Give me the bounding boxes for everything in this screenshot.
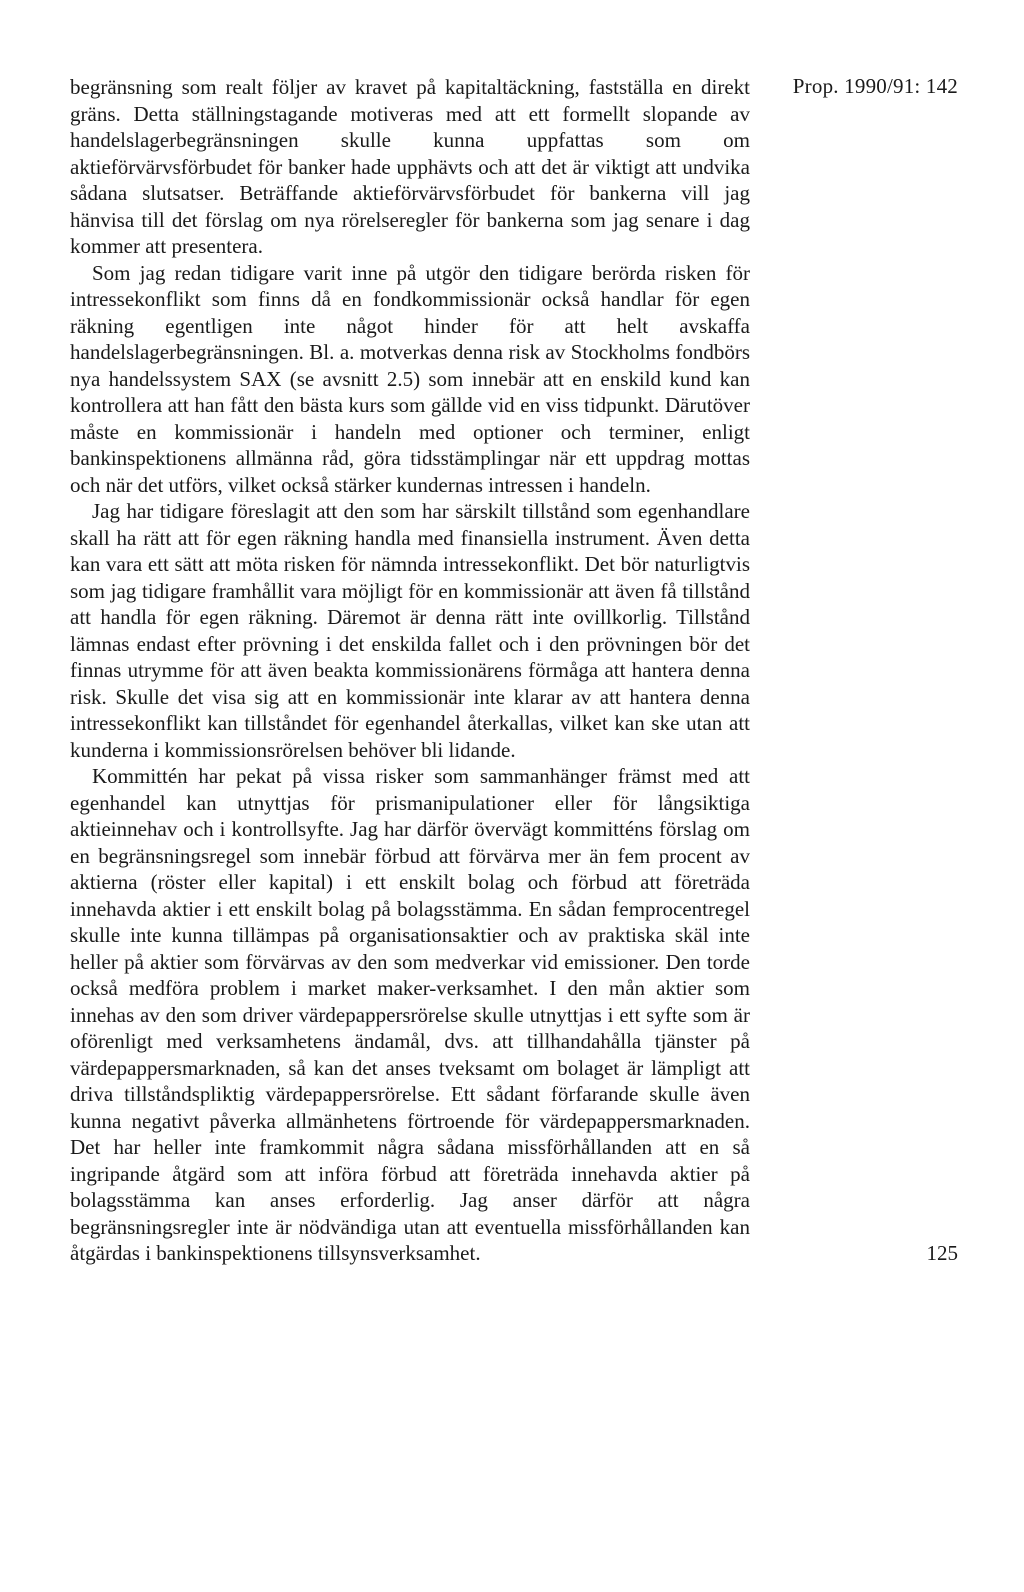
document-reference: Prop. 1990/91: 142	[792, 74, 958, 98]
body-text	[70, 74, 750, 1267]
paragraph-4: Kommittén har pekat på vissa risker som sammanhänger främst med att egenhandel kan utnyttjas för prismanipulationer eller för långsiktiga aktieinnehav och i kontrollsyfte. Jag har därför övervägt kommitténs förslag om en begränsningsregel som innebär förbud att förvärva mer än fem procent av aktierna (röster eller kapital) i ett enskilt bolag och förbud att företräda innehavda aktier i ett enskilt bolag på bolagsstämma. En sådan femprocentregel skulle inte kunna tillämpas på organisationsaktier och av praktiska skäl inte heller på aktier som förvärvas av den som medverkar vid emissioner. Den torde också medföra problem i market maker-verksamhet. I den mån aktier som innehas av den som driver värdepappersrörelse skulle utnyttjas i ett syfte som är oförenligt med verksamhetens ändamål, dvs. att tillhandahålla tjänster på värdepappersmarknaden, så kan det anses tveksamt om bolaget är lämpligt att driva tillståndspliktig värdepappersrörelse. Ett sådant förfarande skulle även kunna negativt påverka allmänhetens förtroende för värdepappersmarknaden. Det har heller inte framkommit några sådana missförhållanden att en så ingripande åtgärd som att införa förbud att företräda innehavda aktier på bolagsstämma kan anses erforderlig. Jag anser därför att några begränsningsregler inte är nödvändiga utan att eventuella missförhållanden kan åtgärdas i bankinspektionens tillsynsverksamhet.	[70, 764, 750, 1265]
paragraph-3: Jag har tidigare föreslagit att den som har särskilt tillstånd som egenhandlare skall ha rätt att för egen räkning handla med finansiella instrument. Även detta kan vara ett sätt att möta risken för nämnda intressekonflikt. Det bör naturligtvis som jag tidigare framhållit vara möjligt för en kommissionär att även få tillstånd att handla för egen räkning. Däremot är denna rätt inte ovillkorlig. Tillstånd lämnas endast efter prövning i det enskilda fallet och i den prövningen bör det finnas utrymme för att även beakta kommissionärens förmåga att hantera denna risk. Skulle det visa sig att en kommissionär inte klarar av att hantera denna intressekonflikt kan tillståndet för egenhandel återkallas, vilket kan ske utan att kunderna i kommissionsrörelsen behöver bli lidande.	[70, 499, 750, 762]
paragraph-1: begränsning som realt följer av kravet på kapitaltäckning, fastställa en direkt gräns. Detta ställningstagande motiveras med att ett formellt slopande av handelslagerbegränsningen skulle kunna uppfattas som om aktieförvärvsförbudet för banker hade upphävts och att det är viktigt att undvika sådana slutsatser. Beträffande aktieförvärvsförbudet för bankerna vill jag hänvisa till det förslag om nya rörelseregler för bankerna som jag senare i dag kommer att presentera.	[70, 75, 750, 258]
page-number: 125	[926, 1240, 958, 1265]
paragraph-2: Som jag redan tidigare varit inne på utgör den tidigare berörda risken för intressekonflikt som finns då en fondkommissionär också handlar för egen räkning egentligen inte något hinder för att helt avskaffa handelslagerbegränsningen. Bl. a. motverkas denna risk av Stockholms fondbörs nya handelssystem SAX (se avsnitt 2.5) som innebär att en enskild kund kan kontrollera att han fått den bästa kurs som gällde vid en viss tidpunkt. Därutöver måste en kommissionär i handeln med optioner och terminer, enligt bankinspektionens allmänna råd, göra tidsstämplingar när ett uppdrag mottas och när det utförs, vilket också stärker kundernas intressen i handeln.	[70, 260, 750, 497]
